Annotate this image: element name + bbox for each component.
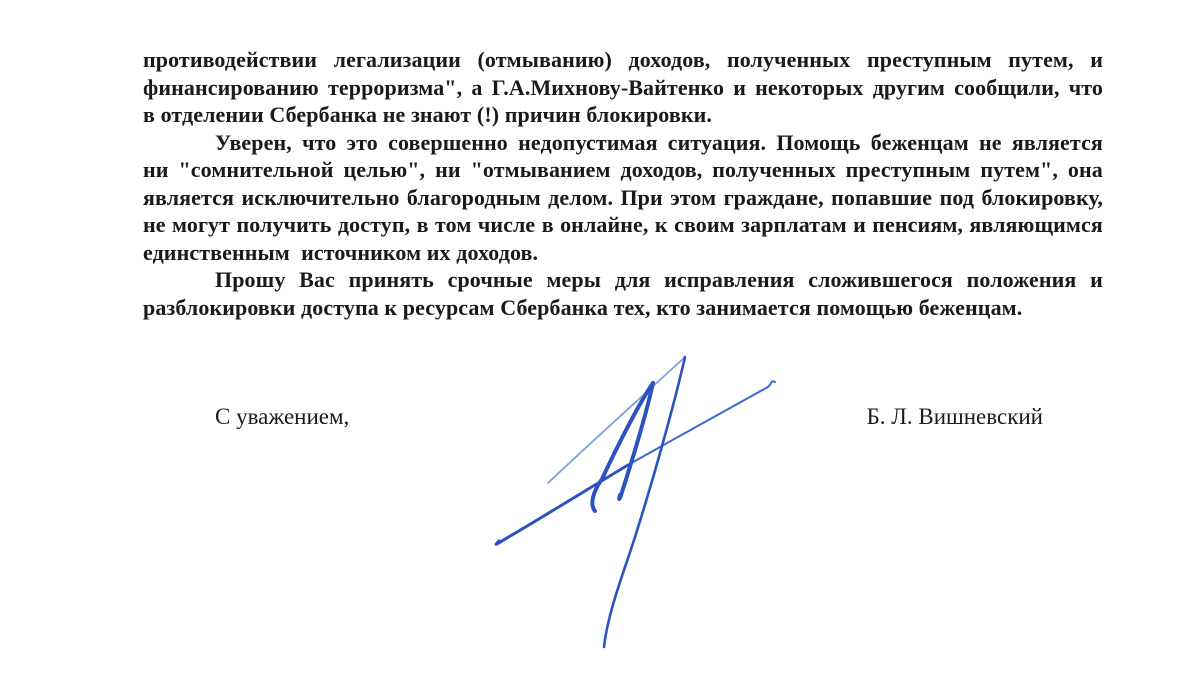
- letter-line: противодействии легализации (отмыванию) доходов, полученных преступным путем, и: [143, 47, 1103, 72]
- closing-row: [143, 403, 1103, 431]
- signature-stroke-peak1-down: [619, 383, 653, 499]
- letter-line: в отделении Сбербанка не знают (!) причин блокировки.: [143, 102, 712, 127]
- letter-line: единственным источником их доходов.: [143, 239, 539, 265]
- letter-body: [143, 46, 1103, 321]
- letter-line: не могут получить доступ, в том числе в онлайне, к своим зарплатам и пенсиям, являющимся: [143, 212, 1103, 237]
- letter-line: ни "сомнительной целью", ни "отмыванием доходов, полученных преступным путем", она: [143, 157, 1103, 182]
- closing-salutation: С уважением,: [215, 404, 350, 429]
- letter-line: Уверен, что это совершенно недопустимая ситуация. Помощь беженцам не является: [215, 129, 1103, 155]
- signature-stroke-tail: [604, 357, 685, 647]
- letter-line: разблокировки доступа к ресурсам Сбербанка тех, кто занимается помощью беженцам.: [143, 294, 1023, 320]
- letter-line: Прошу Вас принять срочные меры для исправления сложившегося положения и: [215, 267, 1103, 292]
- signatory-name: Б. Л. Вишневский: [866, 404, 1043, 429]
- letter-line: финансированию терроризма", а Г.А.Михнову-Вайтенко и некоторых другим сообщили, что: [143, 74, 1103, 100]
- signature-stroke-sweep-left: [496, 465, 628, 544]
- handwritten-signature-icon: [478, 343, 800, 665]
- letter-line: является исключительно благородным делом. При этом граждане, попавшие под блокировку,: [143, 184, 1103, 210]
